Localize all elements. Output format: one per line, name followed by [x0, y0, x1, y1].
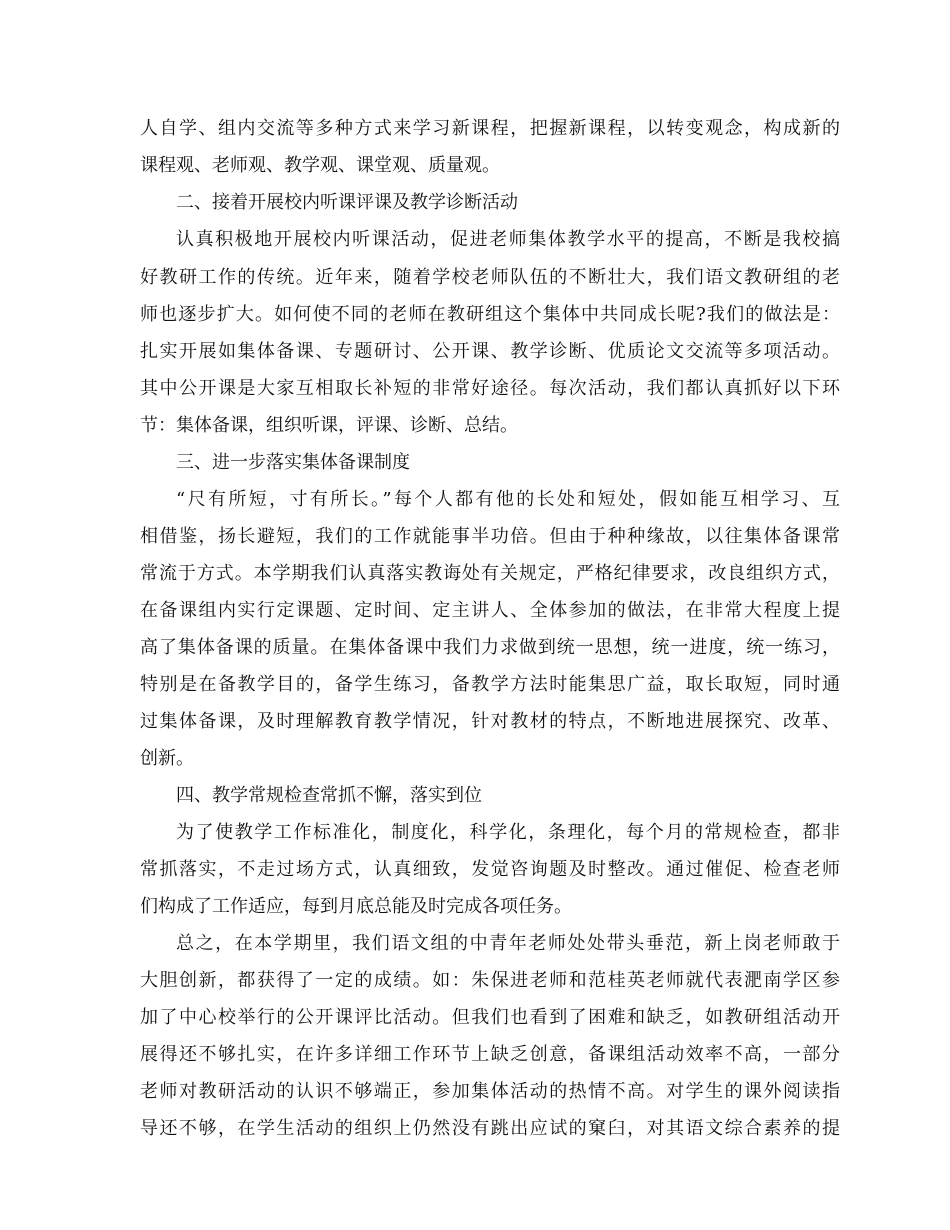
paragraph-line: 大胆创新，都获得了一定的成绩。如：朱保进老师和范桂英老师就代表淝南学区参	[140, 970, 840, 991]
paragraph-line: 师也逐步扩大。如何使不同的老师在教研组这个集体中共同成长呢?我们的做法是：	[140, 304, 840, 325]
paragraph-line: 展得还不够扎实，在许多详细工作环节上缺乏创意，备课组活动效率不高，一部分	[140, 1044, 840, 1065]
paragraph-line: 高了集体备课的质量。在集体备课中我们力求做到统一思想，统一进度，统一练习，	[140, 637, 840, 658]
paragraph-line: 总之，在本学期里，我们语文组的中青年老师处处带头垂范，新上岗老师敢于	[176, 933, 840, 954]
paragraph-line: 节：集体备课，组织听课，评课、诊断、总结。	[140, 415, 518, 436]
paragraph-line: 扎实开展如集体备课、专题研讨、公开课、教学诊断、优质论文交流等多项活动。	[140, 341, 840, 362]
paragraph-line: 加了中心校举行的公开课评比活动。但我们也看到了困难和缺乏，如教研组活动开	[140, 1007, 840, 1028]
paragraph-line: 导还不够，在学生活动的组织上仍然没有跳出应试的窠臼，对其语文综合素养的提	[140, 1118, 840, 1139]
paragraph-line: 特别是在备教学目的，备学生练习，备教学方法时能集思广益，取长取短，同时通	[140, 674, 840, 695]
section-heading: 四、教学常规检查常抓不懈，落实到位	[176, 785, 482, 806]
section-heading: 三、进一步落实集体备课制度	[176, 452, 410, 473]
paragraph-line: 人自学、组内交流等多种方式来学习新课程，把握新课程，以转变观念，构成新的	[140, 118, 840, 139]
paragraph-line: 们构成了工作适应，每到月底总能及时完成各项任务。	[140, 896, 572, 917]
paragraph-line: 认真积极地开展校内听课活动，促进老师集体教学水平的提高，不断是我校搞	[176, 229, 840, 250]
paragraph-line: 相借鉴，扬长避短，我们的工作就能事半功倍。但由于种种缘故，以往集体备课常	[140, 526, 840, 547]
paragraph-line: 好教研工作的传统。近年来，随着学校老师队伍的不断壮大，我们语文教研组的老	[140, 267, 840, 288]
paragraph-line: 过集体备课，及时理解教育教学情况，针对教材的特点，不断地进展探究、改革、	[140, 711, 840, 732]
section-heading: 二、接着开展校内听课评课及教学诊断活动	[176, 192, 518, 213]
paragraph-line: 常抓落实，不走过场方式，认真细致，发觉咨询题及时整改。通过催促、检查老师	[140, 859, 840, 880]
paragraph-line: “尺有所短，寸有所长。”每个人都有他的长处和短处，假如能互相学习、互	[176, 489, 840, 510]
paragraph-line: 在备课组内实行定课题、定时间、定主讲人、全体参加的做法，在非常大程度上提	[140, 600, 840, 621]
paragraph-line: 课程观、老师观、教学观、课堂观、质量观。	[140, 155, 500, 176]
paragraph-line: 其中公开课是大家互相取长补短的非常好途径。每次活动，我们都认真抓好以下环	[140, 378, 840, 399]
paragraph-line: 为了使教学工作标准化，制度化，科学化，条理化，每个月的常规检查，都非	[176, 822, 840, 843]
paragraph-line: 创新。	[140, 748, 194, 769]
paragraph-line: 常流于方式。本学期我们认真落实教诲处有关规定，严格纪律要求，改良组织方式，	[140, 563, 840, 584]
paragraph-line: 老师对教研活动的认识不够端正，参加集体活动的热情不高。对学生的课外阅读指	[140, 1081, 840, 1102]
